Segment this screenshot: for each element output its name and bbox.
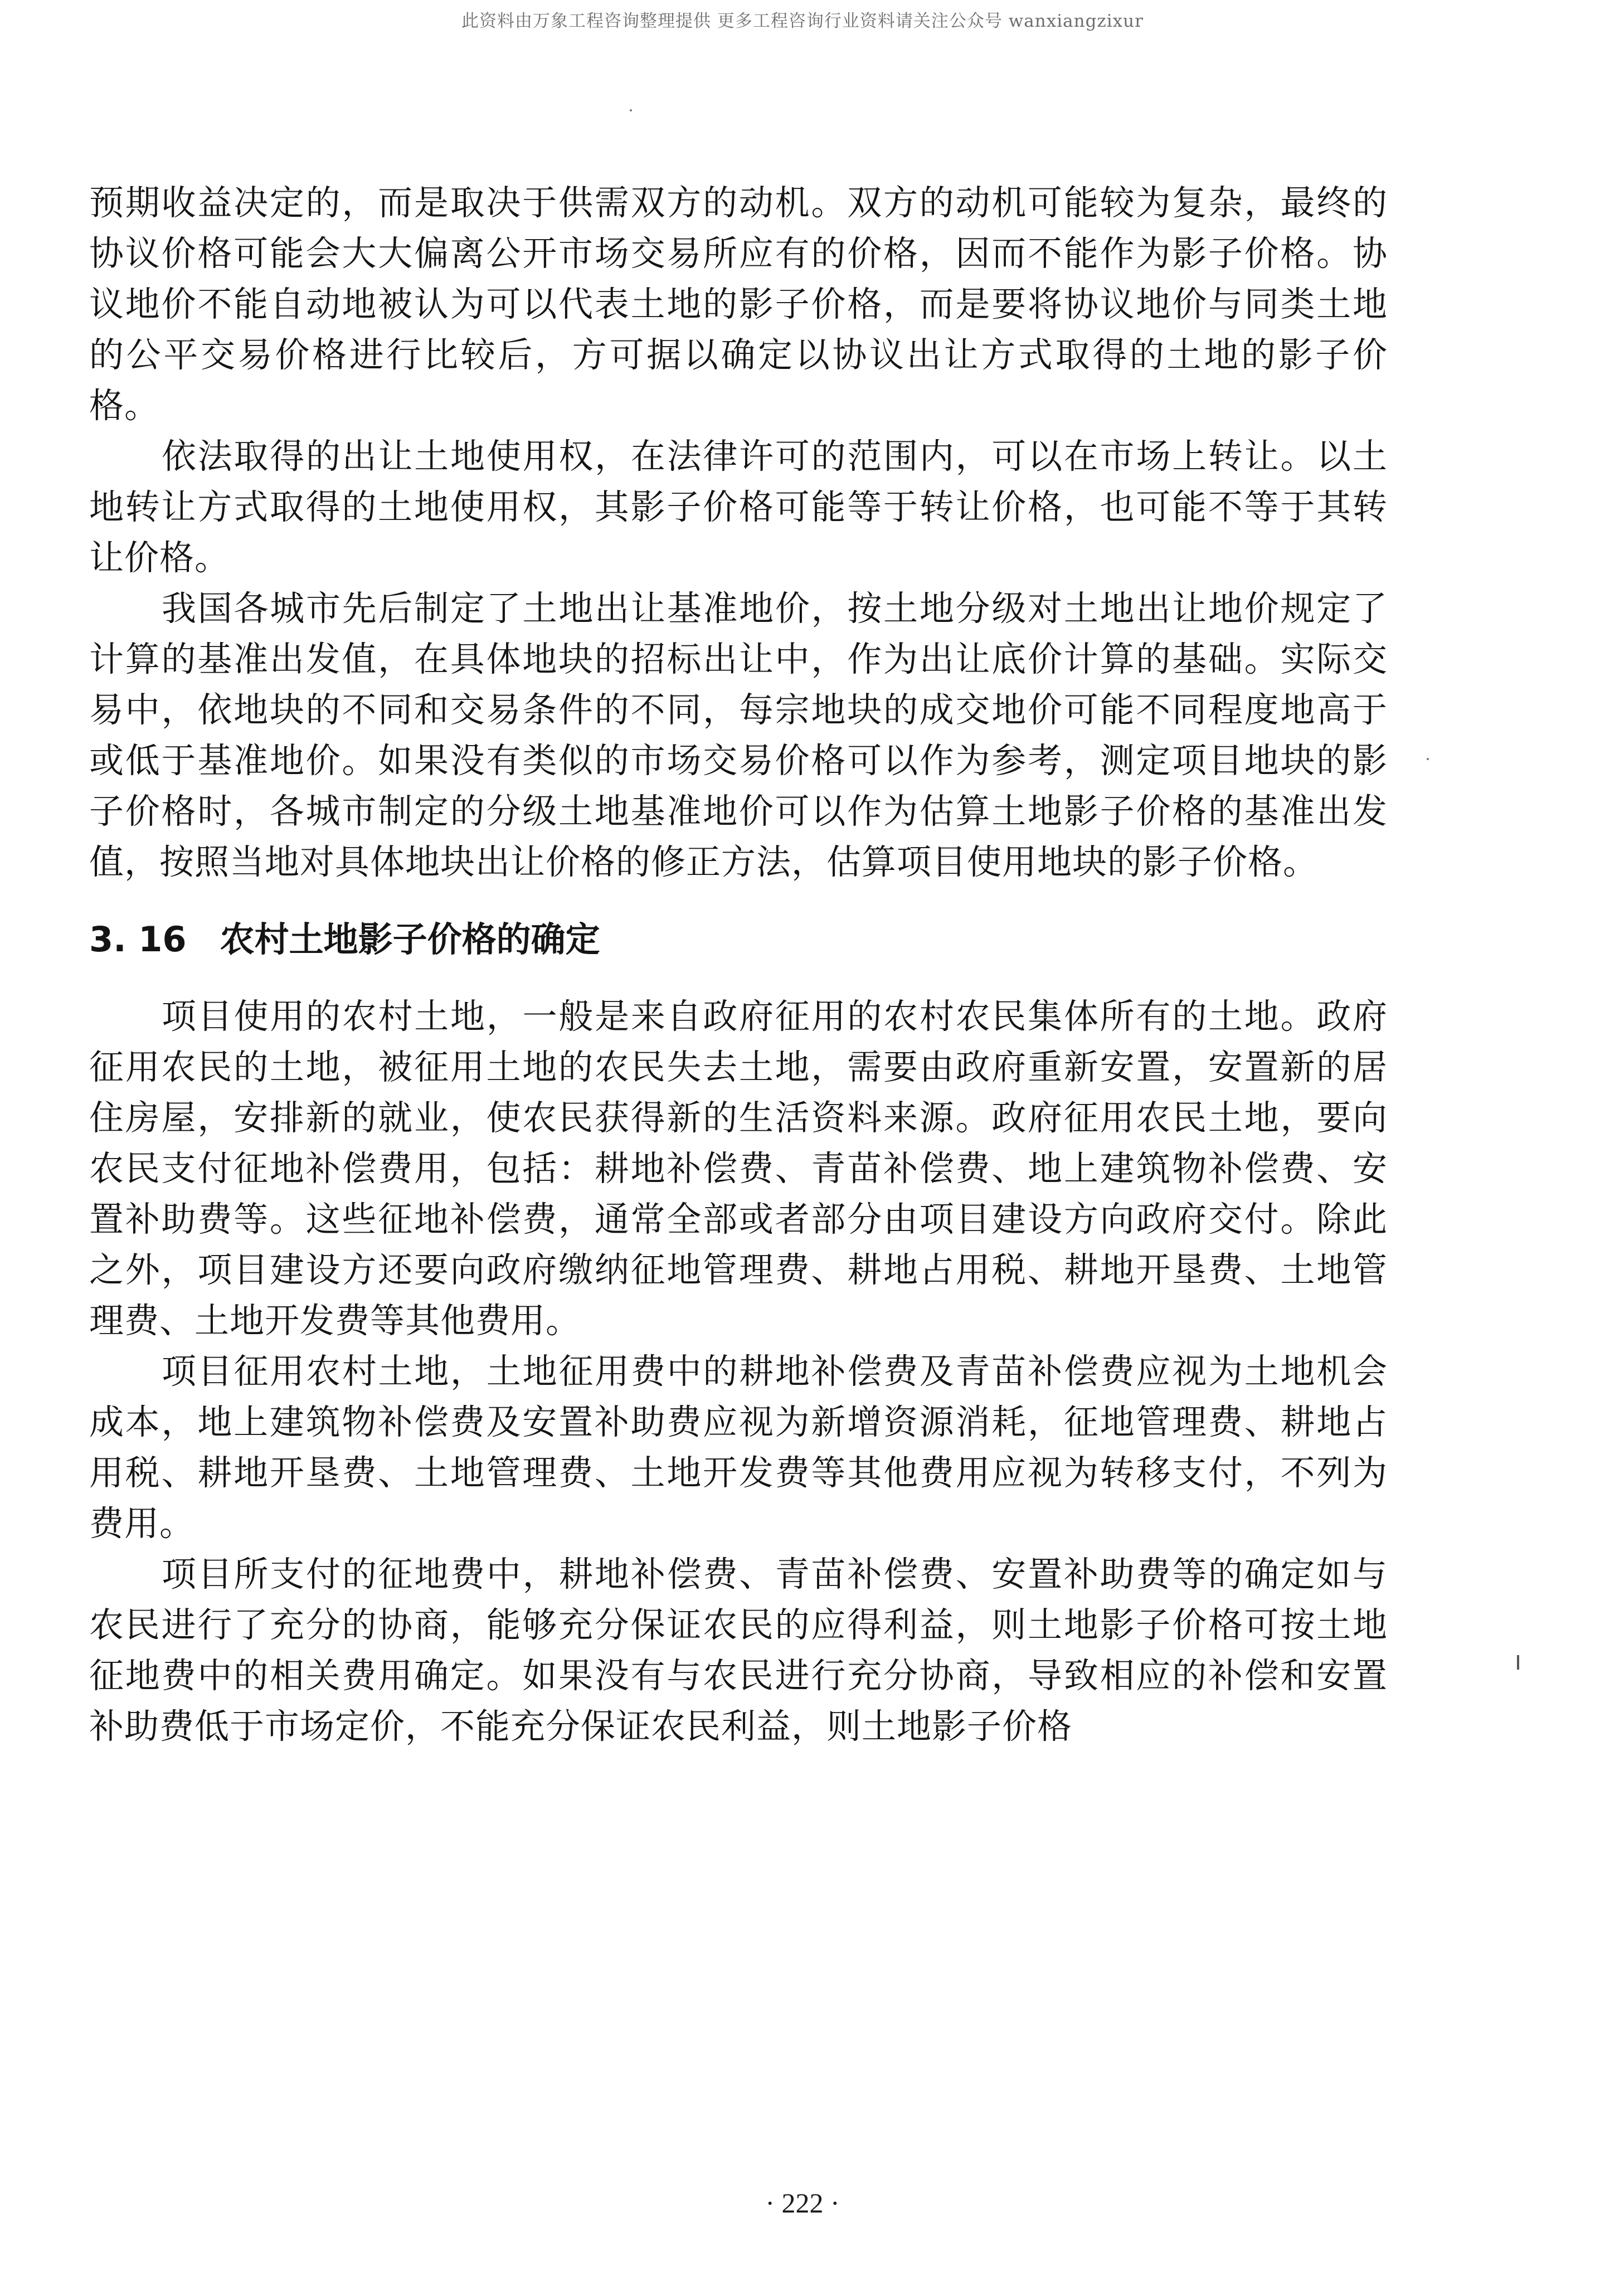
paragraph-1: 预期收益决定的，而是取决于供需双方的动机。双方的动机可能较为复杂，最终的协议价格可能会大大偏离公开市场交易所应有的价格，因而不能作为影子价格。协议地价不能自动地被认为可以代表土地的影子价格，而是要将协议地价与同类土地的公平交易价格进行比较后，方可据以确定以协议出让方式取得的土地的影子价格。 (89, 182, 1388, 426)
paragraph-5: 项目征用农村土地，土地征用费中的耕地补偿费及青苗补偿费应视为土地机会成本，地上建筑物补偿费及安置补助费应视为新增资源消耗，征地管理费、耕地占用税、耕地开垦费、土地管理费、土地开发费等其他费用应视为转移支付，不列为费用。 (89, 1351, 1388, 1544)
section-number: 3. 16 (89, 919, 187, 960)
section-title: 农村土地影子价格的确定 (220, 919, 600, 960)
body-content (89, 177, 1388, 1752)
section-heading (89, 917, 1388, 962)
paragraph-2: 依法取得的出让土地使用权，在法律许可的范围内，可以在市场上转让。以土地转让方式取得的土地使用权，其影子价格可能等于转让价格，也可能不等于其转让价格。 (89, 436, 1388, 578)
scan-speck (630, 109, 632, 111)
scan-margin-mark (1517, 1655, 1519, 1670)
watermark-header: 此资料由万象工程咨询整理提供 更多工程咨询行业资料请关注公众号 wanxiangzixur (461, 11, 1144, 31)
paragraph-3: 我国各城市先后制定了土地出让基准地价，按土地分级对土地出让地价规定了计算的基准出发值，在具体地块的招标出让中，作为出让底价计算的基础。实际交易中，依地块的不同和交易条件的不同，每宗地块的成交地价可能不同程度地高于或低于基准地价。如果没有类似的市场交易价格可以作为参考，测定项目地块的影子价格时，各城市制定的分级土地基准地价可以作为估算土地影子价格的基准出发值，按照当地对具体地块出让价格的修正方法，估算项目使用地块的影子价格。 (89, 588, 1388, 882)
page-number: · 222 · (765, 2187, 840, 2219)
paragraph-6: 项目所支付的征地费中，耕地补偿费、青苗补偿费、安置补助费等的确定如与农民进行了充分的协商，能够充分保证农民的应得利益，则土地影子价格可按土地征地费中的相关费用确定。如果没有与农民进行充分协商，导致相应的补偿和安置补助费低于市场定价，不能充分保证农民利益，则土地影子价格 (89, 1554, 1388, 1747)
scan-speck (1427, 758, 1429, 760)
paragraph-4: 项目使用的农村土地，一般是来自政府征用的农村农民集体所有的土地。政府征用农民的土地，被征用土地的农民失去土地，需要由政府重新安置，安置新的居住房屋，安排新的就业，使农民获得新的生活资料来源。政府征用农民土地，要向农民支付征地补偿费用，包括：耕地补偿费、青苗补偿费、地上建筑物补偿费、安置补助费等。这些征地补偿费，通常全部或者部分由项目建设方向政府交付。除此之外，项目建设方还要向政府缴纳征地管理费、耕地占用税、耕地开垦费、土地管理费、土地开发费等其他费用。 (89, 996, 1388, 1341)
